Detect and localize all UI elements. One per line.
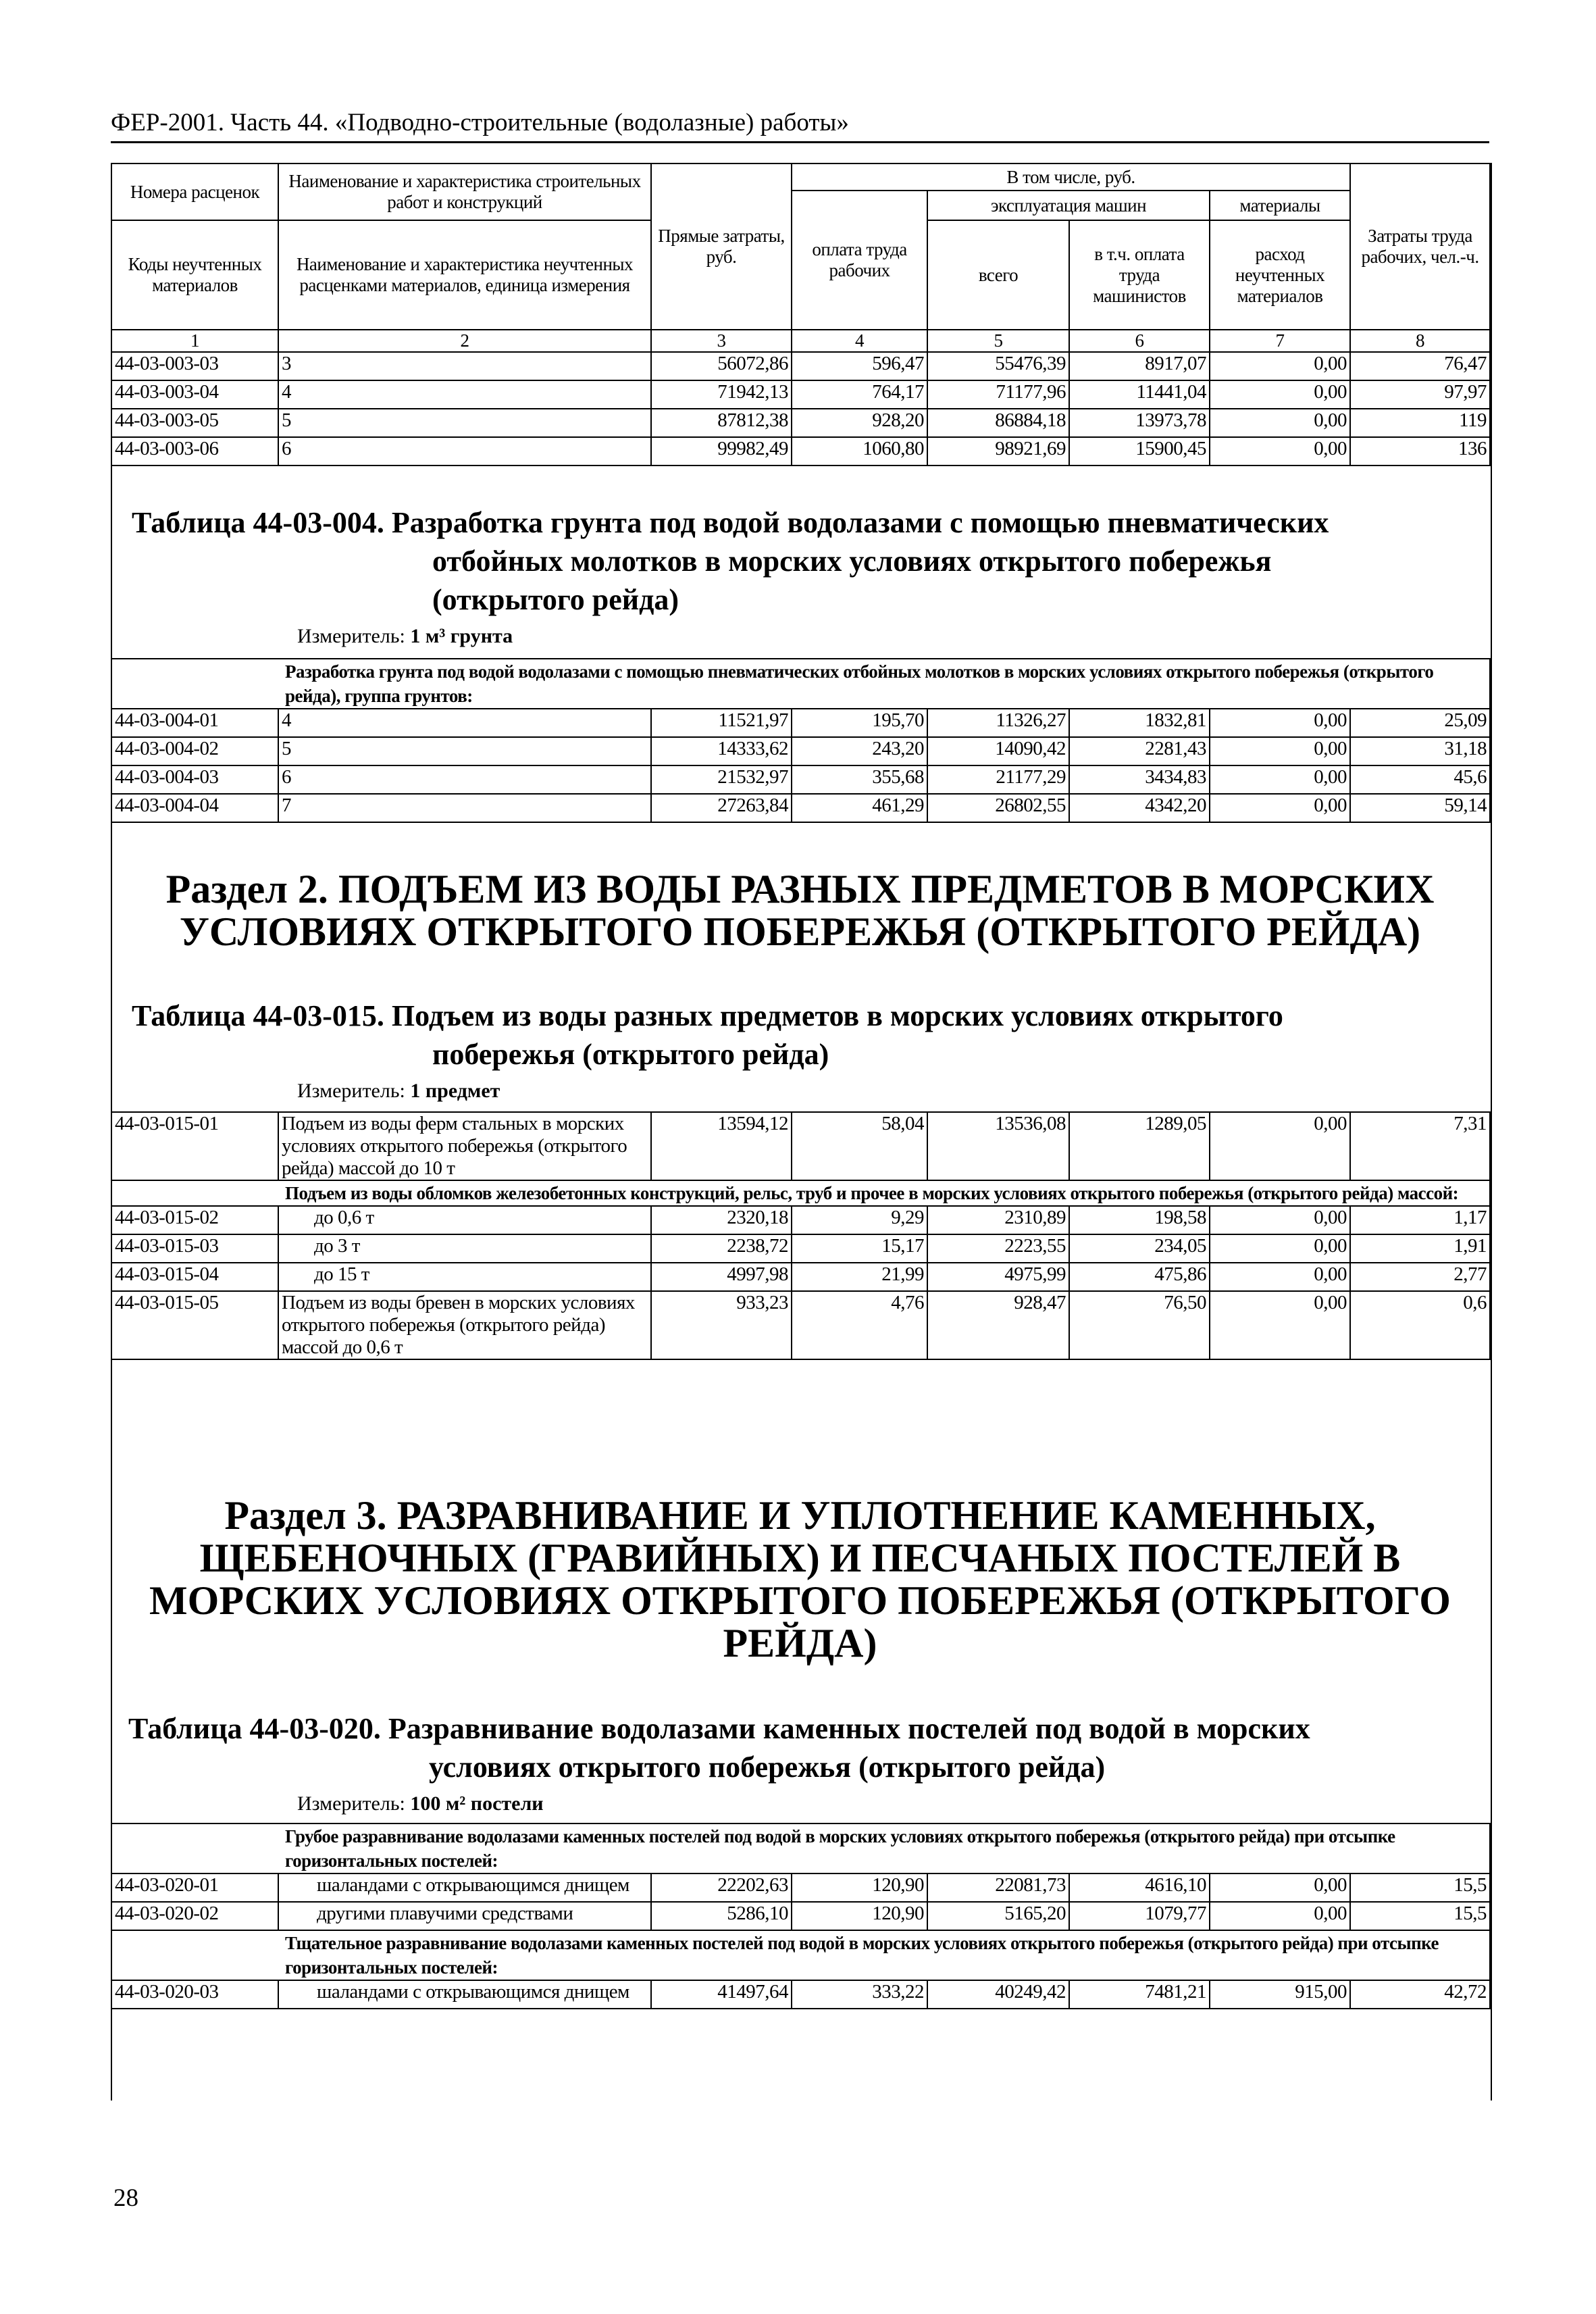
work-name: 7 — [278, 794, 651, 822]
direct-costs: 87812,38 — [651, 409, 792, 437]
measure-unit — [111, 1080, 500, 1103]
labor-hours: 119 — [1350, 409, 1490, 437]
rate-code: 44-03-015-01 — [111, 1112, 278, 1180]
labor-hours: 59,14 — [1350, 794, 1490, 822]
machines-total: 55476,39 — [927, 352, 1069, 380]
blank-cell — [111, 1180, 278, 1206]
rate-code: 44-03-004-01 — [111, 709, 278, 737]
labor-hours: 1,91 — [1350, 1234, 1490, 1263]
table-row — [111, 1206, 1490, 1234]
work-name: 6 — [278, 437, 651, 466]
work-name: Подъем из воды бревен в морских условиях открытого побережья (открытого рейда) массой до 0,6 т — [278, 1291, 651, 1359]
header-worker-pay: оплата труда рабочих — [792, 191, 927, 330]
header-work-name: Наименование и характеристика строительных работ и конструкций — [278, 164, 651, 220]
table-row — [111, 794, 1490, 822]
header-material-names: Наименование и характеристика неучтенных расценками материалов, единица измерения — [278, 220, 651, 330]
operator-pay: 8917,07 — [1069, 352, 1210, 380]
rate-code: 44-03-003-06 — [111, 437, 278, 466]
table-row — [111, 1112, 1490, 1180]
work-name: другими плавучими средствами — [278, 1902, 651, 1930]
operator-pay: 198,58 — [1069, 1206, 1210, 1234]
rate-code: 44-03-003-05 — [111, 409, 278, 437]
group-header: Грубое разравнивание водолазами каменных постелей под водой в морских условиях открытого побережья (открытого рейда) при отсыпке горизонтальных постелей: — [278, 1823, 1490, 1873]
direct-costs: 933,23 — [651, 1291, 792, 1359]
direct-costs: 4997,98 — [651, 1263, 792, 1291]
machines-total: 22081,73 — [927, 1873, 1069, 1902]
materials: 0,00 — [1210, 1263, 1350, 1291]
table-title-line: Разравнивание водолазами каменных постелей под водой в морских — [388, 1712, 1310, 1745]
group-header-row — [111, 1823, 1490, 1873]
column-number: 5 — [927, 330, 1069, 352]
materials: 0,00 — [1210, 794, 1350, 822]
labor-hours: 2,77 — [1350, 1263, 1490, 1291]
machines-total: 71177,96 — [927, 380, 1069, 409]
section-2-heading — [111, 868, 1489, 953]
work-name: до 3 т — [278, 1234, 651, 1263]
table-row — [111, 352, 1490, 380]
unit-value: 1 м³ грунта — [410, 625, 513, 647]
materials: 0,00 — [1210, 709, 1350, 737]
direct-costs: 56072,86 — [651, 352, 792, 380]
work-name: шаландами с открывающимся днищем — [278, 1980, 651, 2009]
direct-costs: 41497,64 — [651, 1980, 792, 2009]
direct-costs: 22202,63 — [651, 1873, 792, 1902]
table-44-03-003 — [111, 163, 1491, 466]
rate-code: 44-03-003-04 — [111, 380, 278, 409]
materials: 0,00 — [1210, 409, 1350, 437]
section-heading-line: Раздел 2. ПОДЪЕМ ИЗ ВОДЫ РАЗНЫХ ПРЕДМЕТОВ В МОРСКИХ — [165, 867, 1435, 911]
column-number: 8 — [1350, 330, 1490, 352]
labor-hours: 136 — [1350, 437, 1490, 466]
operator-pay: 1832,81 — [1069, 709, 1210, 737]
unit-label: Измеритель: — [297, 1080, 405, 1102]
worker-pay: 596,47 — [792, 352, 927, 380]
group-header: Подъем из воды обломков железобетонных конструкций, рельс, труб и прочее в морских условиях открытого побережья (открытого рейда) массой: — [278, 1180, 1490, 1206]
header-materials: материалы — [1210, 191, 1350, 220]
section-heading-line: Раздел 3. РАЗРАВНИВАНИЕ И УПЛОТНЕНИЕ КАМЕННЫХ, — [224, 1493, 1376, 1538]
measure-unit — [111, 625, 513, 648]
direct-costs: 2320,18 — [651, 1206, 792, 1234]
operator-pay: 15900,45 — [1069, 437, 1210, 466]
rate-code: 44-03-020-01 — [111, 1873, 278, 1902]
operator-pay: 7481,21 — [1069, 1980, 1210, 2009]
rate-code: 44-03-020-03 — [111, 1980, 278, 2009]
rate-code: 44-03-004-03 — [111, 765, 278, 794]
rate-code: 44-03-015-05 — [111, 1291, 278, 1359]
table-title-line: Подъем из воды разных предметов в морских условиях открытого — [391, 999, 1283, 1032]
worker-pay: 15,17 — [792, 1234, 927, 1263]
header-machines-total: всего — [927, 220, 1069, 330]
table-title-line: побережья (открытого рейда) — [432, 1038, 829, 1071]
worker-pay: 461,29 — [792, 794, 927, 822]
labor-hours: 0,6 — [1350, 1291, 1490, 1359]
table-number: Таблица 44-03-015. — [132, 999, 384, 1032]
column-number: 7 — [1210, 330, 1350, 352]
table-number: Таблица 44-03-004. — [132, 506, 384, 539]
labor-hours: 45,6 — [1350, 765, 1490, 794]
labor-hours: 31,18 — [1350, 737, 1490, 765]
table-title-line: условиях открытого побережья (открытого рейда) — [429, 1751, 1106, 1784]
operator-pay: 1289,05 — [1069, 1112, 1210, 1180]
table-row — [111, 737, 1490, 765]
rate-code: 44-03-020-02 — [111, 1902, 278, 1930]
worker-pay: 4,76 — [792, 1291, 927, 1359]
machines-total: 26802,55 — [927, 794, 1069, 822]
direct-costs: 2238,72 — [651, 1234, 792, 1263]
materials: 0,00 — [1210, 380, 1350, 409]
table-44-03-015 — [111, 1111, 1491, 1360]
table-row — [111, 380, 1490, 409]
operator-pay: 475,86 — [1069, 1263, 1210, 1291]
rate-code: 44-03-015-02 — [111, 1206, 278, 1234]
operator-pay: 4342,20 — [1069, 794, 1210, 822]
work-name: 4 — [278, 380, 651, 409]
header-machines: эксплуатация машин — [927, 191, 1210, 220]
direct-costs: 71942,13 — [651, 380, 792, 409]
materials: 0,00 — [1210, 1291, 1350, 1359]
work-name: 4 — [278, 709, 651, 737]
work-name: до 0,6 т — [278, 1206, 651, 1234]
blank-cell — [111, 659, 278, 709]
materials: 0,00 — [1210, 1206, 1350, 1234]
worker-pay: 9,29 — [792, 1206, 927, 1234]
labor-hours: 1,17 — [1350, 1206, 1490, 1234]
machines-total: 2223,55 — [927, 1234, 1069, 1263]
header-rate-numbers: Номера расценок — [111, 164, 278, 220]
machines-total: 21177,29 — [927, 765, 1069, 794]
labor-hours: 7,31 — [1350, 1112, 1490, 1180]
work-name: 5 — [278, 409, 651, 437]
worker-pay: 928,20 — [792, 409, 927, 437]
table-row — [111, 765, 1490, 794]
table-body — [111, 352, 1490, 466]
direct-costs: 27263,84 — [651, 794, 792, 822]
section-heading-line: МОРСКИХ УСЛОВИЯХ ОТКРЫТОГО ПОБЕРЕЖЬЯ (ОТКРЫТОГО — [149, 1578, 1451, 1623]
direct-costs: 14333,62 — [651, 737, 792, 765]
rate-code: 44-03-015-03 — [111, 1234, 278, 1263]
worker-pay: 120,90 — [792, 1873, 927, 1902]
worker-pay: 1060,80 — [792, 437, 927, 466]
direct-costs: 5286,10 — [651, 1902, 792, 1930]
labor-hours: 97,97 — [1350, 380, 1490, 409]
rate-code: 44-03-003-03 — [111, 352, 278, 380]
unit-label: Измеритель: — [297, 625, 405, 647]
table-44-03-020 — [111, 1823, 1491, 2009]
section-heading-line: ЩЕБЕНОЧНЫХ (ГРАВИЙНЫХ) И ПЕСЧАНЫХ ПОСТЕЛЕЙ В — [199, 1536, 1401, 1580]
section-heading-line: УСЛОВИЯХ ОТКРЫТОГО ПОБЕРЕЖЬЯ (ОТКРЫТОГО РЕЙДА) — [179, 909, 1421, 954]
worker-pay: 355,68 — [792, 765, 927, 794]
header-material-codes: Коды неучтенных материалов — [111, 220, 278, 330]
materials: 0,00 — [1210, 1112, 1350, 1180]
table-row — [111, 409, 1490, 437]
worker-pay: 764,17 — [792, 380, 927, 409]
machines-total: 2310,89 — [927, 1206, 1069, 1234]
table-row — [111, 1980, 1490, 2009]
materials: 0,00 — [1210, 737, 1350, 765]
table-row — [111, 1873, 1490, 1902]
work-name: 3 — [278, 352, 651, 380]
table-row — [111, 1902, 1490, 1930]
group-header-row — [111, 1180, 1490, 1206]
column-number: 1 — [111, 330, 278, 352]
table-row — [111, 1291, 1490, 1359]
direct-costs: 99982,49 — [651, 437, 792, 466]
table-number: Таблица 44-03-020. — [128, 1712, 381, 1745]
machines-total: 928,47 — [927, 1291, 1069, 1359]
group-header: Тщательное разравнивание водолазами каменных постелей под водой в морских условиях открытого побережья (открытого рейда) при отсыпке горизонтальных постелей: — [278, 1930, 1490, 1980]
materials: 0,00 — [1210, 765, 1350, 794]
table-title-line: отбойных молотков в морских условиях открытого побережья — [432, 545, 1272, 578]
section-3-heading — [111, 1494, 1489, 1665]
page-number: 28 — [113, 2184, 138, 2212]
column-number: 3 — [651, 330, 792, 352]
labor-hours: 25,09 — [1350, 709, 1490, 737]
table-row — [111, 709, 1490, 737]
unit-value: 100 м² постели — [410, 1792, 544, 1815]
direct-costs: 13594,12 — [651, 1112, 792, 1180]
materials: 0,00 — [1210, 437, 1350, 466]
table-title-44-03-015 — [132, 997, 1483, 1074]
group-header-row — [111, 1930, 1490, 1980]
blank-cell — [111, 1930, 278, 1980]
blank-cell — [111, 1823, 278, 1873]
operator-pay: 76,50 — [1069, 1291, 1210, 1359]
machines-total: 4975,99 — [927, 1263, 1069, 1291]
worker-pay: 21,99 — [792, 1263, 927, 1291]
machines-total: 98921,69 — [927, 437, 1069, 466]
machines-total: 5165,20 — [927, 1902, 1069, 1930]
work-name: шаландами с открывающимся днищем — [278, 1873, 651, 1902]
work-name: до 15 т — [278, 1263, 651, 1291]
column-number: 2 — [278, 330, 651, 352]
table-row — [111, 437, 1490, 466]
table-44-03-004 — [111, 658, 1491, 823]
rate-code: 44-03-015-04 — [111, 1263, 278, 1291]
rate-code: 44-03-004-02 — [111, 737, 278, 765]
worker-pay: 58,04 — [792, 1112, 927, 1180]
direct-costs: 11521,97 — [651, 709, 792, 737]
section-heading-line: РЕЙДА) — [723, 1621, 877, 1665]
header-material-consumption: расход неучтенных материалов — [1210, 220, 1350, 330]
table-row — [111, 1263, 1490, 1291]
worker-pay: 195,70 — [792, 709, 927, 737]
unit-label: Измеритель: — [297, 1792, 405, 1815]
table-title-line: (открытого рейда) — [432, 583, 679, 616]
labor-hours: 15,5 — [1350, 1873, 1490, 1902]
worker-pay: 120,90 — [792, 1902, 927, 1930]
operator-pay: 13973,78 — [1069, 409, 1210, 437]
materials: 0,00 — [1210, 1234, 1350, 1263]
labor-hours: 42,72 — [1350, 1980, 1490, 2009]
operator-pay: 2281,43 — [1069, 737, 1210, 765]
table-title-44-03-020 — [128, 1709, 1486, 1786]
worker-pay: 243,20 — [792, 737, 927, 765]
work-name: 5 — [278, 737, 651, 765]
header-labor-costs: Затраты труда рабочих, чел.-ч. — [1350, 164, 1490, 330]
column-number: 4 — [792, 330, 927, 352]
machines-total: 14090,42 — [927, 737, 1069, 765]
unit-value: 1 предмет — [410, 1080, 500, 1102]
work-name: Подъем из воды ферм стальных в морских условиях открытого побережья (открытого рейда) массой до 10 т — [278, 1112, 651, 1180]
materials: 0,00 — [1210, 1873, 1350, 1902]
operator-pay: 1079,77 — [1069, 1902, 1210, 1930]
table-title-line: Разработка грунта под водой водолазами с помощью пневматических — [391, 506, 1329, 539]
group-header: Разработка грунта под водой водолазами с помощью пневматических отбойных молотков в морских условиях открытого побережья (открытого рейда), группа грунтов: — [278, 659, 1490, 709]
operator-pay: 234,05 — [1069, 1234, 1210, 1263]
materials: 0,00 — [1210, 1902, 1350, 1930]
group-header-row — [111, 659, 1490, 709]
header-operator-pay: в т.ч. оплата труда машинистов — [1069, 220, 1210, 330]
worker-pay: 333,22 — [792, 1980, 927, 2009]
machines-total: 86884,18 — [927, 409, 1069, 437]
running-header: ФЕР-2001. Часть 44. «Подводно-строительные (водолазные) работы» — [111, 108, 1489, 143]
machines-total: 11326,27 — [927, 709, 1069, 737]
operator-pay: 11441,04 — [1069, 380, 1210, 409]
operator-pay: 4616,10 — [1069, 1873, 1210, 1902]
direct-costs: 21532,97 — [651, 765, 792, 794]
materials: 915,00 — [1210, 1980, 1350, 2009]
machines-total: 13536,08 — [927, 1112, 1069, 1180]
table-title-44-03-004 — [132, 503, 1483, 619]
work-name: 6 — [278, 765, 651, 794]
column-numbers-row — [111, 330, 1490, 352]
operator-pay: 3434,83 — [1069, 765, 1210, 794]
header-direct-costs: Прямые затраты, руб. — [651, 164, 792, 330]
materials: 0,00 — [1210, 352, 1350, 380]
column-number: 6 — [1069, 330, 1210, 352]
rate-code: 44-03-004-04 — [111, 794, 278, 822]
labor-hours: 76,47 — [1350, 352, 1490, 380]
measure-unit — [111, 1792, 544, 1815]
table-row — [111, 1234, 1490, 1263]
machines-total: 40249,42 — [927, 1980, 1069, 2009]
labor-hours: 15,5 — [1350, 1902, 1490, 1930]
header-including: В том числе, руб. — [792, 164, 1350, 191]
